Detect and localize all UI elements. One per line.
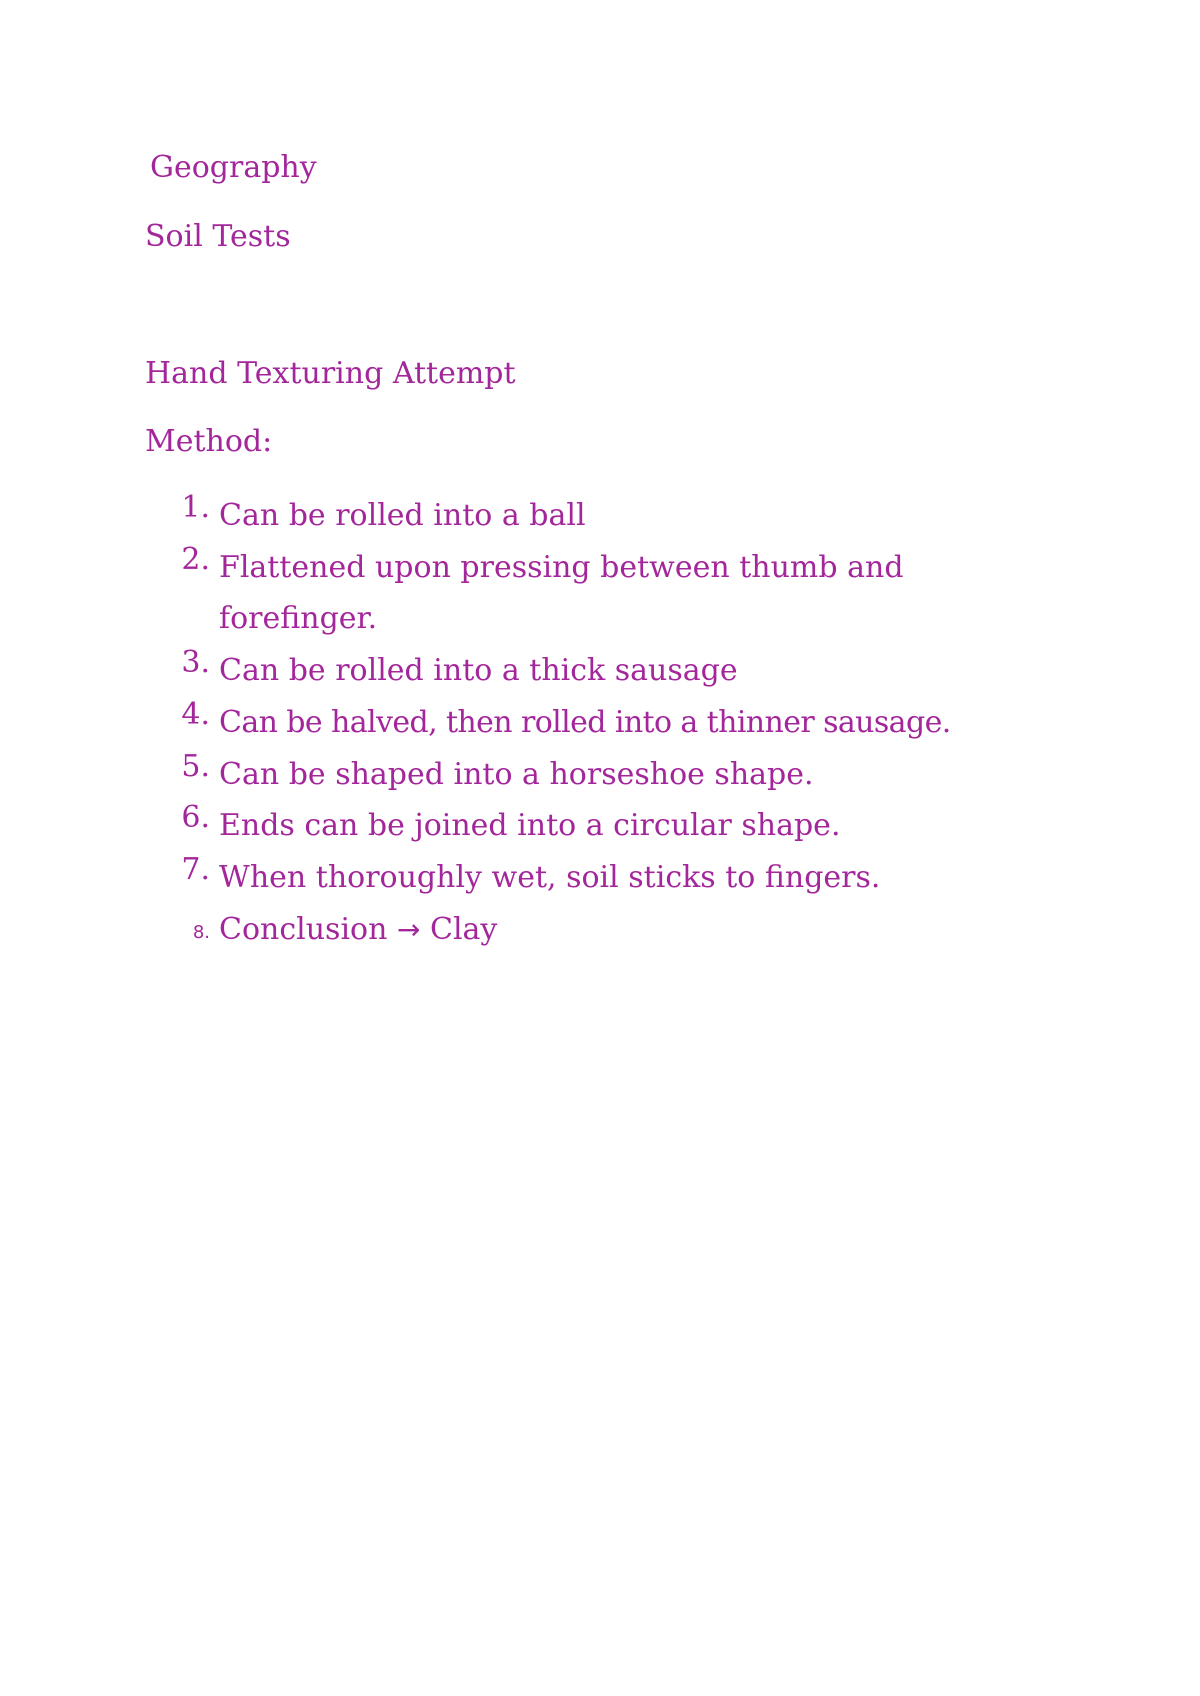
step-text: Can be rolled into a ball <box>219 498 586 533</box>
step-number: 1. <box>181 490 210 525</box>
step-number: 2. <box>181 542 210 577</box>
step-text: When thoroughly wet, soil sticks to fingers. <box>219 860 881 895</box>
step-text: Ends can be joined into a circular shape. <box>219 808 841 843</box>
section-heading: Hand Texturing Attempt <box>145 356 516 391</box>
step-text: Flattened upon pressing between thumb and forefinger. <box>219 550 904 636</box>
conclusion-value: Clay <box>430 912 498 947</box>
step-number: 7. <box>181 852 210 887</box>
step-number: 5. <box>181 749 210 784</box>
right-arrow-icon: → <box>396 913 421 946</box>
step-text: Can be halved, then rolled into a thinner sausage. <box>219 705 951 740</box>
topic-title: Soil Tests <box>145 219 291 254</box>
subject-title: Geography <box>150 150 317 185</box>
step-number: 6. <box>181 800 210 835</box>
step-text: Can be shaped into a horseshoe shape. <box>219 757 814 792</box>
step-text <box>219 904 1039 955</box>
step-number: 4. <box>181 697 210 732</box>
method-label: Method: <box>145 424 273 459</box>
step-number: 3. <box>181 645 210 680</box>
step-text: Can be rolled into a thick sausage <box>219 653 738 688</box>
step-number: 8. <box>192 922 210 943</box>
conclusion-label: Conclusion <box>219 912 388 947</box>
